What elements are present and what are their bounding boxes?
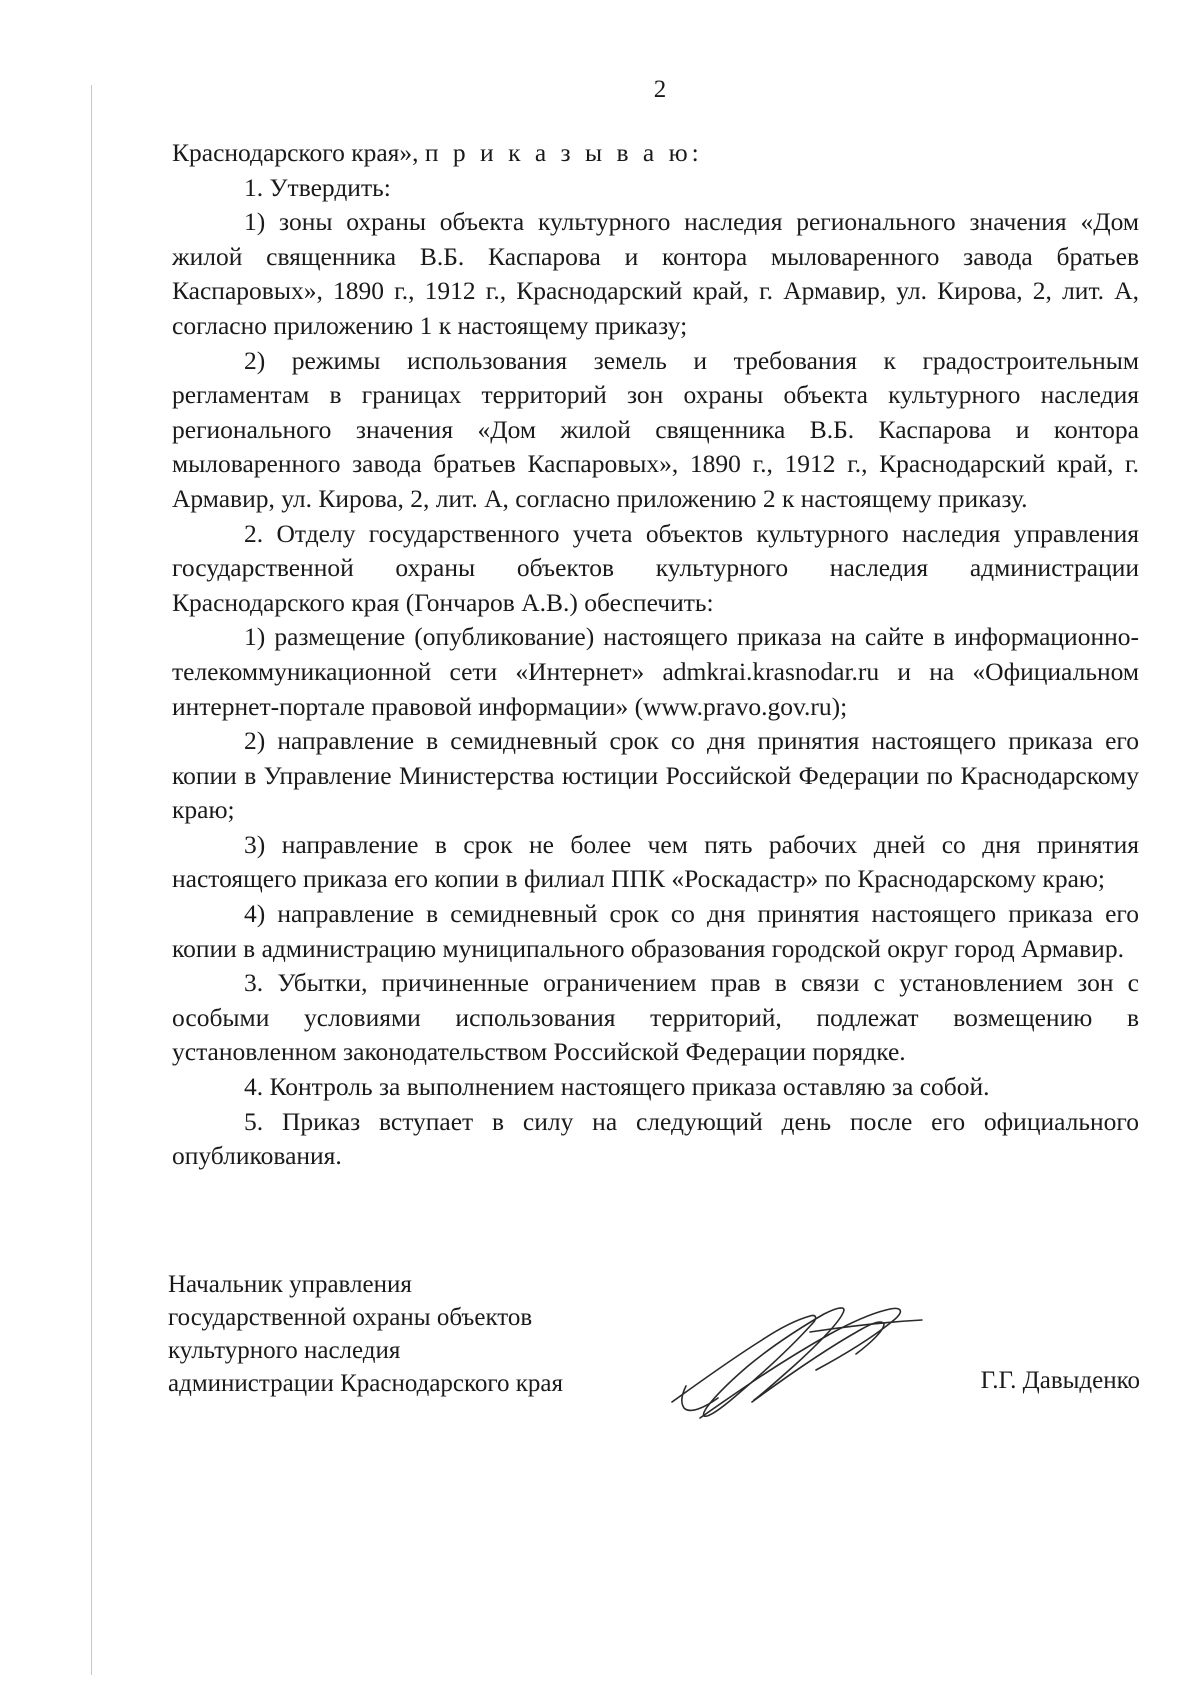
clause-1-item-2: 2) режимы использования земель и требования к градостроительным регламентам в границах территорий зон охраны объекта культурного наследия регионального значения «Дом жилой священника В.Б. Каспарова и контора мыловаренного завода братьев Каспаровых», 1890 г., 1912 г., Краснодарский край, г. Армавир, ул. Кирова, 2, лит. А, согласно приложению 2 к настоящему приказу. [172, 345, 1139, 513]
clause-1: 1. Утвердить: [244, 172, 391, 202]
clause-2: 2. Отделу государственного учета объектов культурного наследия управления государственной охраны объектов культурного наследия администрации Краснодарского края (Гончаров А.В.) обеспечить: [172, 518, 1139, 617]
clause-2-item-3: 3) направление в срок не более чем пять рабочих дней со дня принятия настоящего приказа его копии в филиал ППК «Роскадастр» по Краснодарскому краю; [172, 829, 1139, 894]
page-number: 2 [653, 76, 667, 103]
clause-3: 3. Убытки, причиненные ограничением прав в связи с установлением зон с особыми условиями использования территорий, подлежат возмещению в установленном законодательством Российской Федерации порядке. [172, 968, 1139, 1067]
signatory-title-line: государственной охраны объектов [168, 1304, 533, 1331]
signatory-title-line: администрации Краснодарского края [168, 1370, 564, 1397]
signatory-name: Г.Г. Давыденко [980, 1367, 1140, 1394]
intro-paragraph [172, 136, 1139, 171]
clause-1-item-1: 1) зоны охраны объекта культурного наследия регионального значения «Дом жилой священника В.Б. Каспарова и контора мыловаренного завода братьев Каспаровых», 1890 г., 1912 г., Краснодарский край, г. Армавир, ул. Кирова, 2, лит. А, согласно приложению 1 к настоящему приказу; [172, 207, 1139, 340]
clause-2-item-4: 4) направление в семидневный срок со дня принятия настоящего приказа его копии в администрацию муниципального образования городской округ город Армавир. [172, 899, 1139, 963]
handwritten-signature [660, 1290, 930, 1440]
order-word: п р и к а з ы в а ю: [424, 138, 703, 167]
signatory-title [168, 1268, 563, 1400]
clause-5: 5. Приказ вступает в силу на следующий день после его официального опубликования. [172, 1106, 1139, 1171]
signatory-title-line: Начальник управления [168, 1271, 412, 1298]
signatory-title-line: культурного наследия [168, 1337, 401, 1364]
clause-2-item-1: 1) размещение (опубликование) настоящего приказа на сайте в информационно-телекоммуникационной сети «Интернет» admkrai.krasnodar.ru и на «Официальном интернет-портале правовой информации» (www.pravo.gov.ru); [172, 622, 1139, 721]
page-margin-line [91, 85, 92, 1675]
clause-2-item-2: 2) направление в семидневный срок со дня принятия настоящего приказа его копии в Управление Министерства юстиции Российской Федерации по Краснодарскому краю; [172, 726, 1139, 825]
intro-text: Краснодарского края», [172, 138, 425, 167]
order-body [172, 136, 1139, 1174]
clause-4: 4. Контроль за выполнением настоящего приказа оставляю за собой. [244, 1072, 990, 1102]
